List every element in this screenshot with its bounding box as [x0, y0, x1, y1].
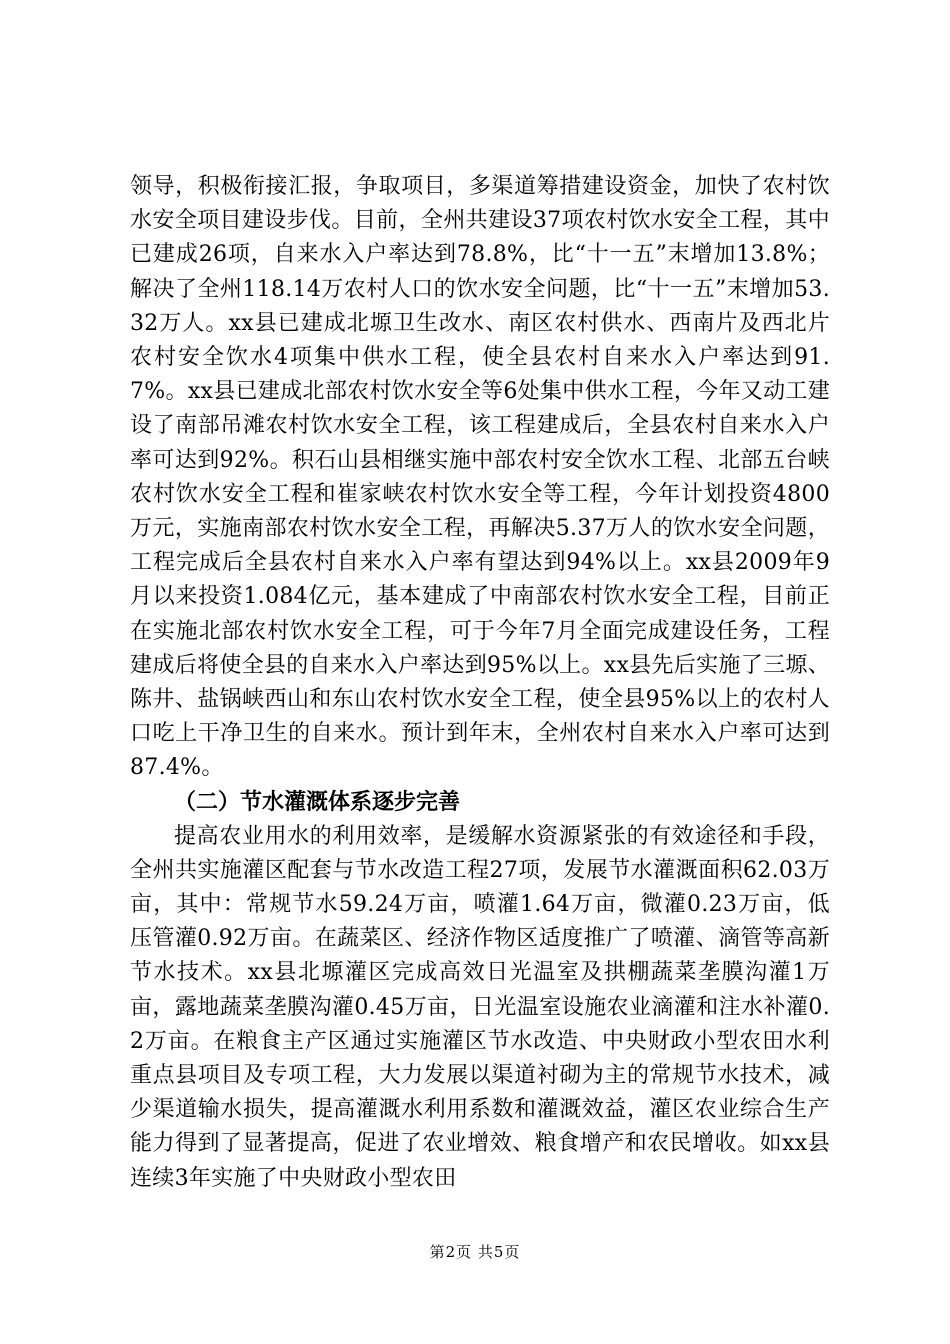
section-heading-water-saving-irrigation: （二）节水灌溉体系逐步完善 — [174, 789, 461, 815]
paragraph-water-saving-irrigation: 提高农业用水的利用效率，是缓解水资源紧张的有效途径和手段，全州共实施灌区配套与节水改造工程27项，发展节水灌溉面积62.03万亩，其中：常规节水59.24万亩，喷灌1.64万亩，微灌0.23万亩，低压管灌0.92万亩。在蔬菜区、经济作物区适度推广了喷灌、滴管等高新节水技术。xx县北塬灌区完成高效日光温室及拱棚蔬菜垄膜沟灌1万亩，露地蔬菜垄膜沟灌0.45万亩，日光温室设施农业滴灌和注水补灌0.2万亩。在粮食主产区通过实施灌区节水改造、中央财政小型农田水利重点县项目及专项工程，大力发展以渠道衬砌为主的常规节水技术，减少渠道输水损失，提高灌溉水利用系数和灌溉效益，灌区农业综合生产能力得到了显著提高，促进了农业增效、粮食增产和农民增收。如xx县连续3年实施了中央财政小型农田 — [130, 823, 830, 1191]
paragraph-rural-drinking-water: 领导，积极衔接汇报，争取项目，多渠道筹措建设资金，加快了农村饮水安全项目建设步伐。目前，全州共建设37项农村饮水安全工程，其中已建成26项，自来水入户率达到78.8%，比“十一五”末增加13.8%；解决了全州118.14万农村人口的饮水安全问题，比“十一五”末增加53.32万人。xx县已建成北塬卫生改水、南区农村供水、西南片及西北片农村安全饮水4项集中供水工程，使全县农村自来水入户率达到91.7%。xx县已建成北部农村饮水安全等6处集中供水工程，今年又动工建设了南部吊滩农村饮水安全工程，该工程建成后，全县农村自来水入户率可达到92%。积石山县相继实施中部农村安全饮水工程、北部五台峡农村饮水安全工程和崔家峡农村饮水安全等工程，今年计划投资4800万元，实施南部农村饮水安全工程，再解决5.37万人的饮水安全问题，工程完成后全县农村自来水入户率有望达到94%以上。xx县2009年9月以来投资1.084亿元，基本建成了中南部农村饮水安全工程，目前正在实施北部农村饮水安全工程，可于今年7月全面完成建设任务，工程建成后将使全县的自来水入户率达到95%以上。xx县先后实施了三塬、陈井、盐锅峡西山和东山农村饮水安全工程，使全县95%以上的农村人口吃上干净卫生的自来水。预计到年末，全州农村自来水入户率可达到87.4%。 — [130, 174, 830, 781]
page-number-footer: 第2页 共5页 — [429, 1243, 521, 1261]
document-body — [130, 170, 830, 1196]
